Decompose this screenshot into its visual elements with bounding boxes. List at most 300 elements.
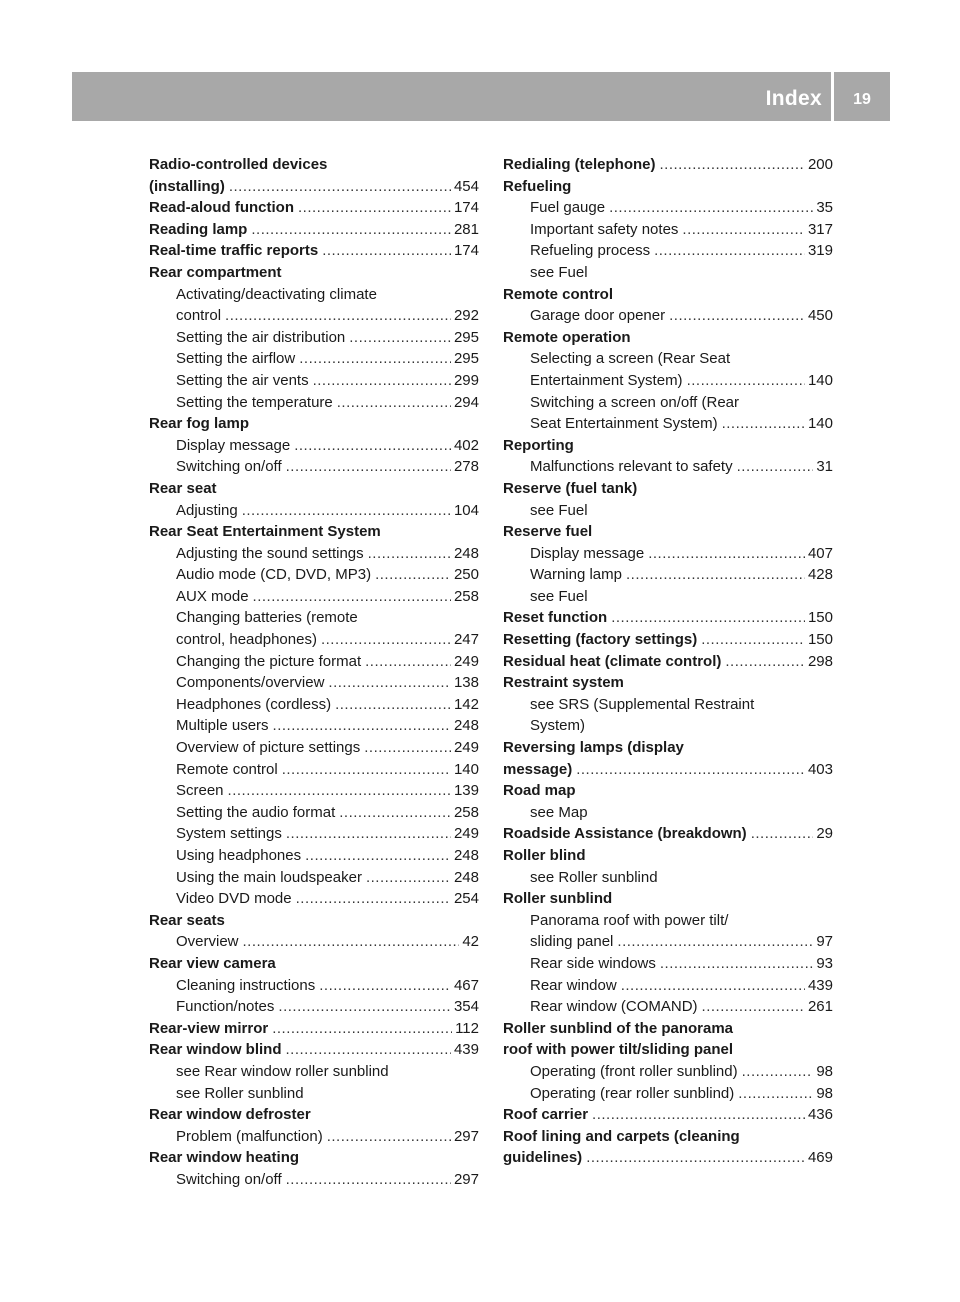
index-entry <box>503 737 833 759</box>
entry-text: Audio mode (CD, DVD, MP3) <box>176 566 372 584</box>
dot-leader <box>660 154 805 176</box>
dot-leader <box>364 737 451 759</box>
index-entry <box>503 284 833 306</box>
dot-leader <box>375 564 451 586</box>
entry-text: Setting the temperature <box>176 393 333 411</box>
entry-page-number: 31 <box>816 458 833 476</box>
entry-text: Road map <box>503 782 576 800</box>
entry-page-number: 294 <box>453 393 479 411</box>
index-subentry <box>149 780 479 802</box>
entry-text: Rear window (COMAND) <box>530 998 698 1016</box>
dot-leader <box>294 435 451 457</box>
entry-text: Rear side windows <box>530 954 656 972</box>
entry-page-number: 292 <box>453 307 479 325</box>
entry-page-number: 150 <box>807 609 833 627</box>
entry-page-number: 138 <box>453 674 479 692</box>
index-entry <box>149 262 479 284</box>
dot-leader <box>337 392 451 414</box>
entry-page-number: 469 <box>807 1149 833 1167</box>
entry-text: sliding panel <box>530 933 614 951</box>
entry-text: see SRS (Supplemental Restraint <box>530 695 755 713</box>
index-subentry <box>149 1169 479 1191</box>
index-subentry <box>149 651 479 673</box>
entry-text: Overview <box>176 933 239 951</box>
dot-leader <box>738 1083 813 1105</box>
index-entry <box>149 197 479 219</box>
entry-text: Roof lining and carpets (cleaning <box>503 1127 740 1145</box>
index-subentry <box>503 867 833 889</box>
entry-page-number: 439 <box>807 976 833 994</box>
dot-leader <box>737 456 814 478</box>
dot-leader <box>366 867 451 889</box>
entry-text: Switching on/off <box>176 458 282 476</box>
entry-page-number: 298 <box>807 652 833 670</box>
dot-leader <box>298 197 451 219</box>
dot-leader <box>654 240 805 262</box>
entry-text: Rear-view mirror <box>149 1019 269 1037</box>
index-subentry <box>503 500 833 522</box>
entry-text: see Roller sunblind <box>176 1084 304 1102</box>
index-subentry <box>149 456 479 478</box>
entry-text: Rear seats <box>149 911 225 929</box>
entry-page-number: 450 <box>807 307 833 325</box>
index-subentry <box>503 413 833 435</box>
entry-text: Setting the airflow <box>176 350 296 368</box>
entry-page-number: 295 <box>453 328 479 346</box>
index-subentry <box>149 392 479 414</box>
entry-text: Display message <box>530 544 645 562</box>
entry-page-number: 258 <box>453 803 479 821</box>
entry-text: Rear seat <box>149 479 217 497</box>
entry-text: Roadside Assistance (breakdown) <box>503 825 747 843</box>
index-entry <box>503 888 833 910</box>
entry-page-number: 249 <box>453 825 479 843</box>
entry-page-number: 467 <box>453 976 479 994</box>
entry-text: see Roller sunblind <box>530 868 658 886</box>
dot-leader <box>286 456 451 478</box>
entry-page-number: 112 <box>455 1019 479 1037</box>
entry-text: Multiple users <box>176 717 269 735</box>
index-subentry <box>503 564 833 586</box>
entry-page-number: 261 <box>807 998 833 1016</box>
dot-leader <box>725 651 805 673</box>
entry-page-number: 249 <box>453 652 479 670</box>
entry-text: Remote control <box>176 760 278 778</box>
index-subentry <box>503 975 833 997</box>
index-subentry <box>503 931 833 953</box>
dot-leader <box>592 1104 805 1126</box>
index-entry <box>503 521 833 543</box>
index-subentry <box>149 823 479 845</box>
entry-page-number: 249 <box>453 739 479 757</box>
dot-leader <box>702 996 805 1018</box>
entry-text: Fuel gauge <box>530 199 606 217</box>
entry-text: see Fuel <box>530 263 588 281</box>
entry-text: Read-aloud function <box>149 199 294 217</box>
index-subentry <box>149 305 479 327</box>
index-entry <box>503 1126 833 1148</box>
dot-leader <box>669 305 805 327</box>
entry-text: Operating (front roller sunblind) <box>530 1062 738 1080</box>
dot-leader <box>617 931 813 953</box>
entry-page-number: 140 <box>453 760 479 778</box>
dot-leader <box>278 996 451 1018</box>
index-subentry <box>149 564 479 586</box>
index-subentry <box>149 1083 479 1105</box>
index-subentry <box>149 694 479 716</box>
entry-text: Refueling process <box>530 242 651 260</box>
entry-page-number: 299 <box>453 371 479 389</box>
entry-page-number: 97 <box>816 933 833 951</box>
entry-text: Roller sunblind <box>503 890 613 908</box>
entry-text: Panorama roof with power tilt/ <box>530 911 729 929</box>
dot-leader <box>751 823 814 845</box>
dot-leader <box>611 607 805 629</box>
index-subentry <box>503 996 833 1018</box>
dot-leader <box>701 629 805 651</box>
dot-leader <box>305 845 451 867</box>
entry-text: Seat Entertainment System) <box>530 415 718 433</box>
index-subentry <box>503 456 833 478</box>
entry-page-number: 248 <box>453 544 479 562</box>
index-subentry <box>149 867 479 889</box>
index-subentry <box>149 715 479 737</box>
entry-text: Video DVD mode <box>176 890 292 908</box>
entry-page-number: 200 <box>807 156 833 173</box>
entry-page-number: 295 <box>453 350 479 368</box>
entry-text: Roller blind <box>503 847 586 864</box>
dot-leader <box>296 888 451 910</box>
entry-text: control, headphones) <box>176 631 317 649</box>
index-entry <box>503 435 833 457</box>
index-subentry <box>149 996 479 1018</box>
entry-text: Remote control <box>503 285 614 303</box>
dot-leader <box>335 694 451 716</box>
entry-text: Rear window defroster <box>149 1106 311 1124</box>
index-entry <box>149 910 479 932</box>
entry-text: (installing) <box>149 177 225 195</box>
entry-page-number: 98 <box>816 1062 833 1080</box>
dot-leader <box>368 543 451 565</box>
entry-text: Redialing (telephone) <box>503 156 656 173</box>
index-entry <box>503 845 833 867</box>
index-subentry <box>149 1061 479 1083</box>
entry-text: Garage door opener <box>530 307 666 325</box>
entry-text: Rear window blind <box>149 1041 282 1059</box>
entry-text: Rear view camera <box>149 954 276 972</box>
entry-page-number: 402 <box>453 436 479 454</box>
entry-text: Problem (malfunction) <box>176 1127 323 1145</box>
entry-text: Important safety notes <box>530 220 679 238</box>
entry-page-number: 29 <box>816 825 833 843</box>
entry-text: Real-time traffic reports <box>149 242 319 260</box>
entry-text: Setting the air vents <box>176 371 309 389</box>
dot-leader <box>286 1039 451 1061</box>
index-subentry <box>149 500 479 522</box>
dot-leader <box>322 240 451 262</box>
dot-leader <box>253 586 451 608</box>
entry-text: Reporting <box>503 436 574 454</box>
index-subentry <box>503 240 833 262</box>
index-subentry <box>149 435 479 457</box>
entry-text: Switching a screen on/off (Rear <box>530 393 739 411</box>
index-subentry <box>149 759 479 781</box>
index-entry <box>503 154 833 176</box>
index-subentry <box>149 931 479 953</box>
index-entry <box>503 780 833 802</box>
entry-page-number: 150 <box>807 631 833 649</box>
entry-page-number: 98 <box>816 1084 833 1102</box>
index-entry <box>149 413 479 435</box>
index-subentry <box>503 910 833 932</box>
index-entry <box>149 176 479 198</box>
entry-page-number: 407 <box>807 544 833 562</box>
entry-text: Screen <box>176 782 224 800</box>
entry-text: Setting the audio format <box>176 803 336 821</box>
dot-leader <box>327 1126 451 1148</box>
dot-leader <box>722 413 805 435</box>
entry-page-number: 93 <box>816 954 833 972</box>
index-entry <box>503 1147 833 1169</box>
entry-page-number: 317 <box>807 220 833 238</box>
entry-page-number: 247 <box>453 631 479 649</box>
index-subentry <box>149 607 479 629</box>
index-subentry <box>503 694 833 716</box>
index-entry <box>149 478 479 500</box>
entry-text: Headphones (cordless) <box>176 695 332 713</box>
dot-leader <box>251 219 451 241</box>
index-entry <box>149 154 479 176</box>
dot-leader <box>621 975 805 997</box>
entry-page-number: 403 <box>807 760 833 778</box>
entry-text: Warning lamp <box>530 566 622 584</box>
entry-page-number: 254 <box>453 890 479 908</box>
index-entry <box>149 953 479 975</box>
entry-page-number: 439 <box>453 1041 479 1059</box>
dot-leader <box>242 500 451 522</box>
entry-text: Radio-controlled devices <box>149 156 328 173</box>
entry-page-number: 248 <box>453 868 479 886</box>
index-subentry <box>149 737 479 759</box>
index-entry <box>503 327 833 349</box>
section-title: Index <box>765 87 822 110</box>
entry-text: Reserve (fuel tank) <box>503 479 638 497</box>
entry-page-number: 428 <box>807 566 833 584</box>
dot-leader <box>586 1147 805 1169</box>
entry-text: Residual heat (climate control) <box>503 652 722 670</box>
entry-text: Reading lamp <box>149 220 248 238</box>
index-subentry <box>503 370 833 392</box>
entry-text: message) <box>503 760 573 778</box>
entry-text: Cleaning instructions <box>176 976 316 994</box>
dot-leader <box>626 564 805 586</box>
entry-text: Rear window heating <box>149 1149 300 1167</box>
dot-leader <box>272 1018 452 1040</box>
entry-text: Rear compartment <box>149 263 282 281</box>
index-entry <box>503 176 833 198</box>
dot-leader <box>225 305 451 327</box>
dot-leader <box>349 327 451 349</box>
index-column-left <box>149 154 479 1191</box>
index-subentry <box>149 543 479 565</box>
index-subentry <box>149 327 479 349</box>
entry-page-number: 436 <box>807 1106 833 1124</box>
entry-text: Function/notes <box>176 998 275 1016</box>
dot-leader <box>321 629 451 651</box>
entry-page-number: 248 <box>453 717 479 735</box>
dot-leader <box>299 348 451 370</box>
entry-page-number: 140 <box>807 415 833 433</box>
index-subentry <box>503 219 833 241</box>
index-entry <box>149 240 479 262</box>
index-subentry <box>149 629 479 651</box>
entry-text: Roller sunblind of the panorama <box>503 1019 734 1037</box>
entry-page-number: 297 <box>453 1170 479 1188</box>
entry-text: Display message <box>176 436 291 454</box>
entry-text: Reserve fuel <box>503 523 593 541</box>
entry-text: System settings <box>176 825 282 843</box>
entry-text: Operating (rear roller sunblind) <box>530 1084 735 1102</box>
entry-page-number: 297 <box>453 1127 479 1145</box>
dot-leader <box>319 975 451 997</box>
index-subentry <box>149 348 479 370</box>
entry-text: Malfunctions relevant to safety <box>530 458 733 476</box>
entry-text: Entertainment System) <box>530 371 683 389</box>
index-entry <box>149 521 479 543</box>
entry-text: Switching on/off <box>176 1170 282 1188</box>
entry-page-number: 278 <box>453 458 479 476</box>
entry-text: see Fuel <box>530 501 588 519</box>
index-subentry <box>503 953 833 975</box>
entry-text: see Map <box>530 803 588 821</box>
entry-page-number: 281 <box>453 220 479 238</box>
entry-text: Refueling <box>503 177 572 195</box>
index-subentry <box>503 715 833 737</box>
dot-leader <box>282 759 451 781</box>
index-subentry <box>149 370 479 392</box>
entry-text: see Fuel <box>530 587 588 605</box>
index-entry <box>503 1018 833 1040</box>
index-entry <box>503 607 833 629</box>
entry-text: Adjusting <box>176 501 238 519</box>
dot-leader <box>229 176 451 198</box>
index-entry <box>503 478 833 500</box>
entry-text: Resetting (factory settings) <box>503 631 698 649</box>
index-column-right <box>503 154 833 1169</box>
index-subentry <box>503 262 833 284</box>
entry-text: roof with power tilt/sliding panel <box>503 1041 733 1059</box>
index-entry <box>503 759 833 781</box>
index-entry <box>149 1147 479 1169</box>
entry-page-number: 139 <box>453 782 479 800</box>
entry-page-number: 104 <box>453 501 479 519</box>
dot-leader <box>609 197 813 219</box>
entry-text: Components/overview <box>176 674 325 692</box>
entry-text: Changing batteries (remote <box>176 609 358 627</box>
index-entry <box>149 219 479 241</box>
entry-text: Changing the picture format <box>176 652 362 670</box>
entry-text: control <box>176 307 222 325</box>
index-entry <box>503 629 833 651</box>
index-subentry <box>503 586 833 608</box>
page-number: 19 <box>853 91 871 108</box>
dot-leader <box>313 370 451 392</box>
dot-leader <box>286 1169 451 1191</box>
entry-text: Using the main loudspeaker <box>176 868 362 886</box>
dot-leader <box>243 931 460 953</box>
dot-leader <box>576 759 805 781</box>
entry-text: Rear Seat Entertainment System <box>149 523 381 541</box>
entry-text: Reset function <box>503 609 608 627</box>
entry-page-number: 174 <box>453 199 479 217</box>
index-entry <box>149 1018 479 1040</box>
entry-text: Roof carrier <box>503 1106 589 1124</box>
entry-page-number: 248 <box>453 847 479 864</box>
index-subentry <box>503 802 833 824</box>
entry-text: guidelines) <box>503 1149 583 1167</box>
index-entry <box>503 823 833 845</box>
index-subentry <box>503 197 833 219</box>
index-subentry <box>503 543 833 565</box>
entry-page-number: 140 <box>807 371 833 389</box>
index-entry <box>149 1104 479 1126</box>
dot-leader <box>682 219 805 241</box>
index-subentry <box>149 802 479 824</box>
index-subentry <box>149 586 479 608</box>
entry-text: Selecting a screen (Rear Seat <box>530 350 731 368</box>
dot-leader <box>660 953 813 975</box>
dot-leader <box>228 780 451 802</box>
entry-text: Rear fog lamp <box>149 415 250 433</box>
index-subentry <box>149 975 479 997</box>
entry-page-number: 42 <box>462 933 479 951</box>
entry-text: Using headphones <box>176 847 302 864</box>
entry-page-number: 35 <box>816 199 833 217</box>
index-subentry <box>503 1061 833 1083</box>
index-subentry <box>149 888 479 910</box>
index-subentry <box>149 672 479 694</box>
entry-text: Remote operation <box>503 328 631 346</box>
index-subentry <box>149 845 479 867</box>
entry-text: see Rear window roller sunblind <box>176 1062 389 1080</box>
page-header <box>72 72 890 121</box>
index-subentry <box>149 284 479 306</box>
entry-page-number: 174 <box>453 242 479 260</box>
dot-leader <box>328 672 451 694</box>
dot-leader <box>273 715 451 737</box>
index-subentry <box>503 305 833 327</box>
entry-text: Rear window <box>530 976 617 994</box>
index-subentry <box>503 348 833 370</box>
entry-text: Adjusting the sound settings <box>176 544 364 562</box>
entry-text: System) <box>530 717 586 735</box>
entry-text: Reversing lamps (display <box>503 739 684 757</box>
index-subentry <box>149 1126 479 1148</box>
entry-text: AUX mode <box>176 587 249 605</box>
entry-page-number: 319 <box>807 242 833 260</box>
index-entry <box>503 1039 833 1061</box>
entry-text: Setting the air distribution <box>176 328 346 346</box>
dot-leader <box>365 651 451 673</box>
index-entry <box>149 1039 479 1061</box>
entry-page-number: 354 <box>453 998 479 1016</box>
dot-leader <box>742 1061 814 1083</box>
dot-leader <box>339 802 451 824</box>
index-entry <box>503 1104 833 1126</box>
dot-leader <box>687 370 805 392</box>
entry-text: Activating/deactivating climate <box>176 285 377 303</box>
dot-leader <box>648 543 805 565</box>
